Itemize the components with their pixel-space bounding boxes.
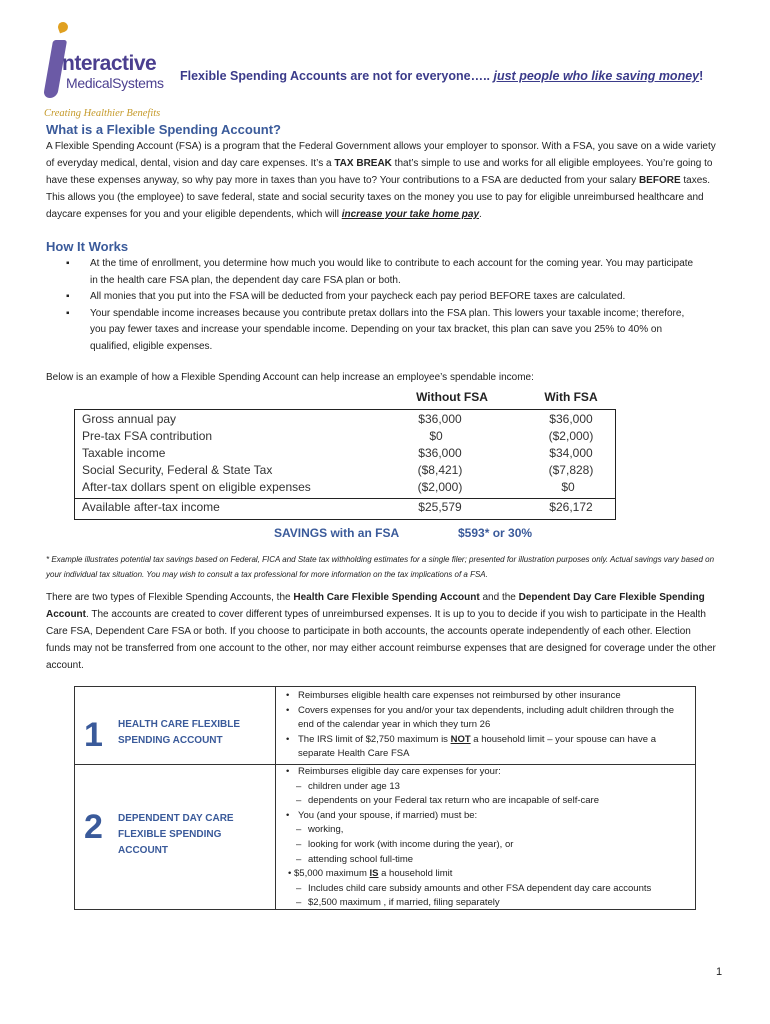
- types-paragraph: [46, 589, 716, 674]
- types-dependent-care: Dependent Day Care Flexible Spending Account: [46, 592, 705, 620]
- company-logo: [36, 22, 176, 119]
- types-text-2: and the: [479, 592, 519, 603]
- how-bullet-list: [60, 256, 700, 355]
- table-row-label: Taxable income: [82, 446, 166, 460]
- table-row-label: After-tax dollars spent on eligible expenses: [82, 480, 311, 494]
- table-divider: [275, 687, 276, 909]
- col-with-fsa: With FSA: [544, 390, 598, 404]
- list-item: • You (and your spouse, if married) must be:: [282, 809, 690, 824]
- col-without-fsa: Without FSA: [416, 390, 488, 404]
- list-item: – dependents on your Federal tax return who are incapable of self-care: [282, 794, 690, 809]
- types-text-3: . The accounts are created to cover different types of unreimbursed expenses. It is up to you to decide if you wish to participate in the Health Care FSA, Dependent Care FSA or both. If you choose to participate in both accounts, the accounts operate independently of each other. Election funds may not be transferred from one account to the other, nor may either account reimburse expenses that are designed for coverage under the other account.: [46, 609, 716, 671]
- table-cell-without: ($8,421): [417, 463, 463, 477]
- list-item: ▪ At the time of enrollment, you determine how much you would like to contribute to each account for the coming year. You may participate in the health care FSA plan, the dependent day care FSA plan or both.: [60, 256, 700, 289]
- account-1-list: [282, 689, 690, 762]
- table-cell-with: ($7,828): [548, 463, 594, 477]
- account-title: DEPENDENT DAY CARE FLEXIBLE SPENDING ACCOUNT: [118, 813, 234, 856]
- savings-value: $593* or 30%: [458, 526, 533, 540]
- what-text-2: that’s simple to use and works for all eligible employees. You’re going to have these expenses anyway, so why pay more in taxes than you have to? Your contributions to a FSA are deducted from your salary: [46, 158, 713, 186]
- what-heading: What is a Flexible Spending Account?: [46, 122, 281, 137]
- account-number: 2: [84, 808, 103, 846]
- headline-end: !: [699, 69, 704, 83]
- what-text-3: taxes. This allows you (the employee) to save federal, state and social security taxes on the money you use to pay for eligible unreimbursed healthcare and daycare expenses for you and your eligible dependents, which will: [46, 175, 711, 220]
- table-row-label: Pre-tax FSA contribution: [82, 429, 213, 443]
- logo-name-line2: MedicalSystems: [66, 75, 164, 91]
- list-item: – working,: [282, 823, 690, 838]
- table-cell-with: $36,000: [549, 412, 593, 426]
- page-number: 1: [716, 966, 723, 978]
- what-text-end: .: [479, 209, 482, 220]
- table-cell-with: $26,172: [549, 500, 593, 514]
- list-item-text: a household limit – your spouse can have a separate Health Care FSA: [298, 733, 657, 760]
- headline-text: Flexible Spending Accounts are not for everyone…..: [180, 69, 494, 83]
- list-item-emphasis: IS: [369, 868, 379, 880]
- table-cell-with: ($2,000): [548, 429, 594, 443]
- list-item: • Reimburses eligible health care expenses not reimbursed by other insurance: [282, 689, 690, 704]
- table-cell-without: $0: [429, 429, 443, 443]
- list-item-text: $5,000 maximum: [294, 868, 370, 880]
- what-take-home: increase your take home pay: [341, 209, 480, 220]
- table-cell-without: $25,579: [418, 500, 462, 514]
- account-number: 1: [84, 716, 103, 754]
- list-item: [282, 733, 690, 762]
- list-item: – attending school full-time: [282, 853, 690, 868]
- table-cell-with: $34,000: [549, 446, 593, 460]
- list-item: • Covers expenses for you and/or your tax dependents, including adult children through the end of the calendar year in which they turn 26: [282, 704, 690, 733]
- list-item: ▪ All monies that you put into the FSA will be deducted from your paycheck each pay period BEFORE taxes are calculated.: [60, 289, 700, 306]
- types-text-1: There are two types of Flexible Spending Accounts, the: [46, 592, 294, 603]
- list-item: – $2,500 maximum , if married, filing separately: [282, 896, 690, 911]
- types-health-care: Health Care Flexible Spending Account: [293, 592, 480, 603]
- list-item: [282, 867, 690, 882]
- what-text-1: A Flexible Spending Account (FSA) is a program that the Federal Government allows your employer to sponsor. With a FSA, you save on a wide variety of everyday medical, dental, vision and day care expenses. It’s a: [46, 141, 716, 169]
- list-item: – looking for work (with income during the year), or: [282, 838, 690, 853]
- list-item: ▪ Your spendable income increases because you contribute pretax dollars into the FSA plan. This lowers your taxable income; therefore, you pay fewer taxes and increase your spendable income. Depending on your tax bracket, this plan can save you 25% to 40% on qualified, eligible expenses.: [60, 306, 700, 356]
- table-row-label: Gross annual pay: [82, 412, 177, 426]
- table-row-label: Available after-tax income: [82, 500, 220, 514]
- logo-name-line1: nteractive: [62, 52, 157, 75]
- list-item: – children under age 13: [282, 780, 690, 795]
- list-item: – Includes child care subsidy amounts and other FSA dependent day care accounts: [282, 882, 690, 897]
- table-cell-without: $36,000: [418, 446, 462, 460]
- table-cell-with: $0: [561, 480, 575, 494]
- table-cell-without: ($2,000): [417, 480, 463, 494]
- table-row-label: Social Security, Federal & State Tax: [82, 463, 273, 477]
- table-divider: [75, 498, 615, 499]
- footnote: * Example illustrates potential tax savings based on Federal, FICA and State tax withholding estimates for a single filer; presented for illustration purposes only. Actual savings vary based on your individual tax situation. You may wish to consult a tax professional for more information on the tax implications of a FSA.: [46, 555, 715, 579]
- account-2-list: [282, 765, 690, 911]
- what-paragraph: [46, 138, 716, 223]
- what-tax-break: TAX BREAK: [334, 158, 392, 169]
- logo-dot-icon: [57, 21, 70, 34]
- list-item-text: The IRS limit of $2,750 maximum is: [298, 733, 451, 745]
- page-headline: [180, 69, 703, 83]
- logo-tagline: Creating Healthier Benefits: [44, 108, 161, 119]
- how-heading: How It Works: [46, 239, 129, 254]
- headline-emphasis: just people who like saving money: [493, 69, 700, 83]
- list-item-text: a household limit: [378, 868, 453, 880]
- account-title: HEALTH CARE FLEXIBLE SPENDING ACCOUNT: [118, 719, 241, 746]
- what-before: BEFORE: [638, 175, 681, 186]
- savings-label: SAVINGS with an FSA: [274, 526, 400, 540]
- example-intro: Below is an example of how a Flexible Spending Account can help increase an employee’s spendable income:: [46, 372, 534, 383]
- list-item: • Reimburses eligible day care expenses for your:: [282, 765, 690, 780]
- list-item-emphasis: NOT: [450, 733, 471, 745]
- table-cell-without: $36,000: [418, 412, 462, 426]
